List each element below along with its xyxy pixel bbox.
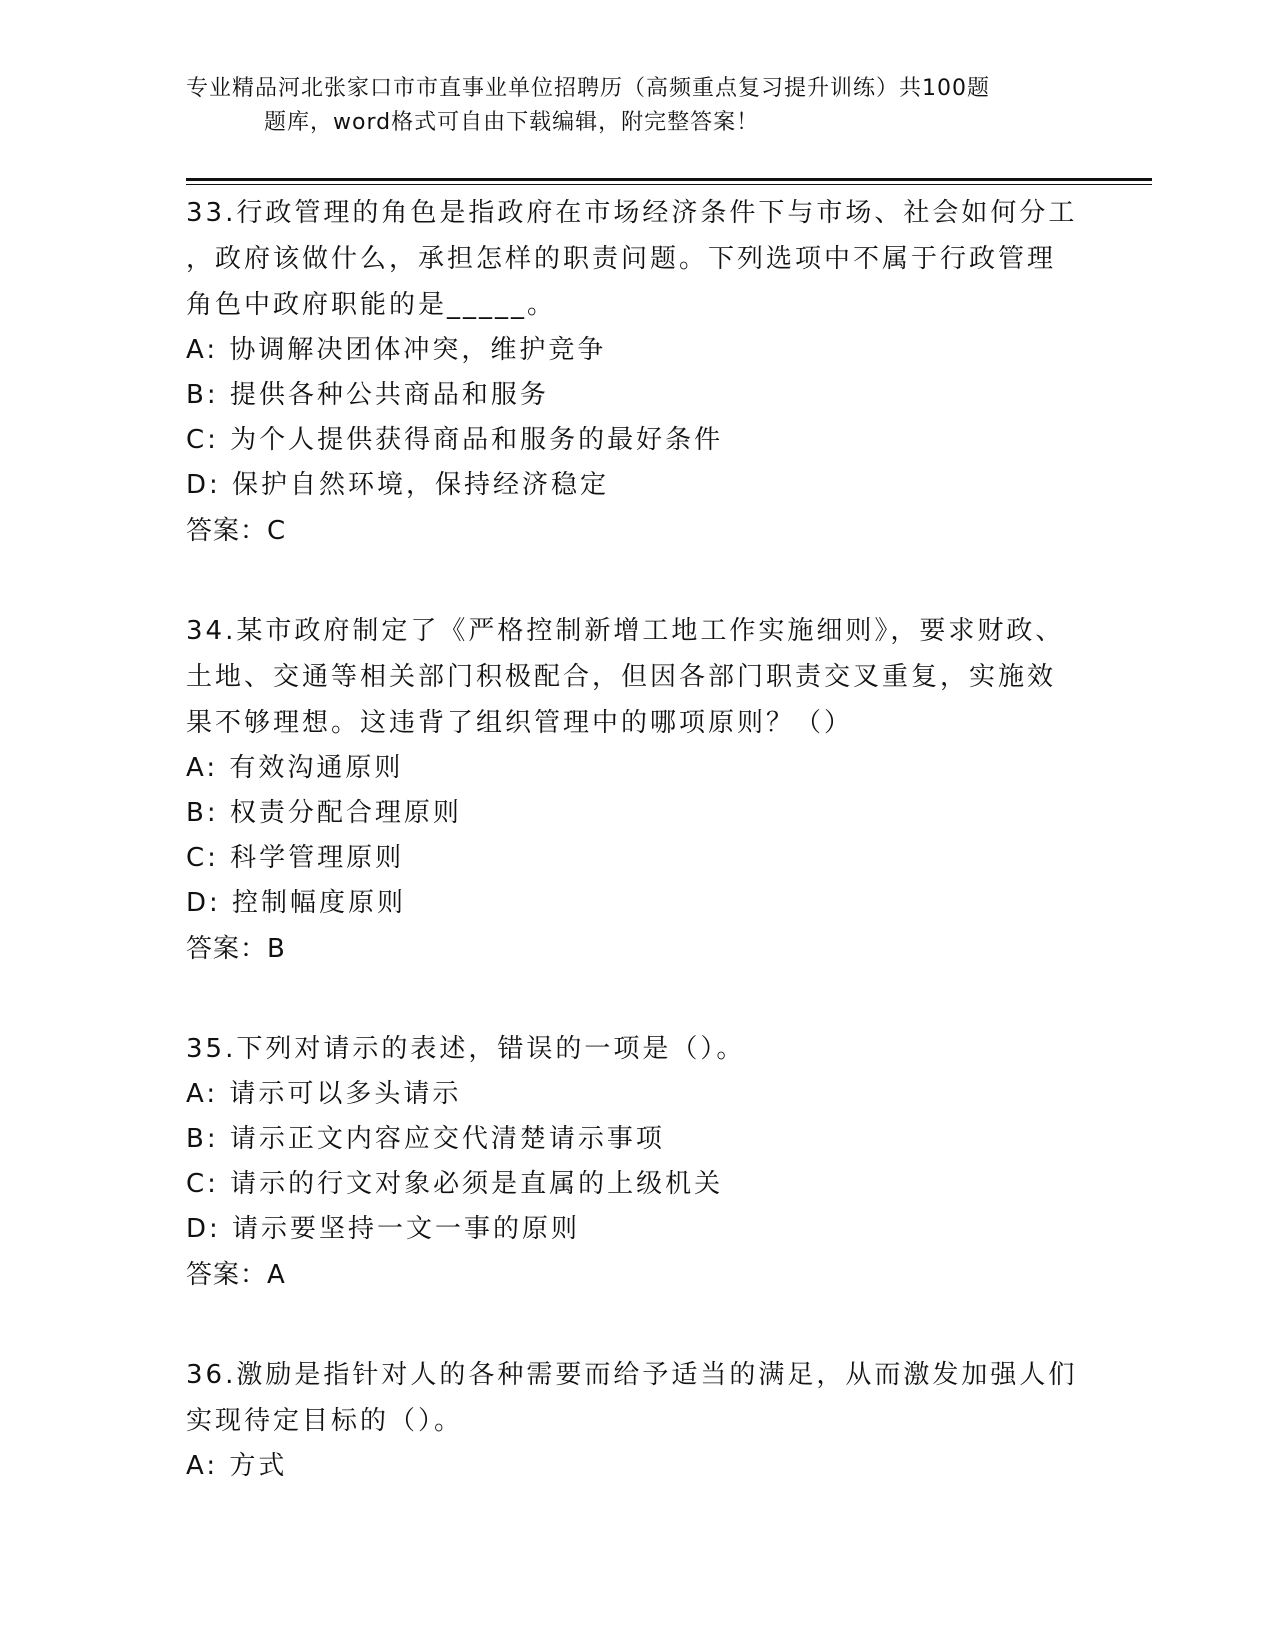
option-c: C: 科学管理原则 — [186, 843, 405, 873]
option-a: A: 方式 — [186, 1451, 288, 1481]
question-stem: 34.某市政府制定了《严格控制新增工地工作实施细则》，要求财政、 — [186, 616, 1065, 646]
document-header — [186, 72, 1066, 140]
question-stem: 36.激励是指针对人的各种需要而给予适当的满足，从而激发加强人们 — [186, 1360, 1078, 1390]
answer-line: 答案：B — [186, 934, 286, 964]
answer-line: 答案：C — [186, 516, 287, 546]
question-stem: 35.下列对请示的表述，错误的一项是（）。 — [186, 1034, 746, 1064]
question-34 — [186, 608, 1086, 972]
option-a: A: 请示可以多头请示 — [186, 1079, 462, 1109]
option-b: B: 请示正文内容应交代清楚请示事项 — [186, 1124, 665, 1154]
header-divider-thick — [186, 178, 1152, 181]
option-b: B: 提供各种公共商品和服务 — [186, 380, 549, 410]
option-d: D: 保护自然环境，保持经济稳定 — [186, 470, 610, 500]
question-35 — [186, 1026, 1086, 1298]
option-a: A: 协调解决团体冲突，维护竞争 — [186, 335, 607, 365]
spacer — [186, 972, 1086, 1026]
option-d: D: 控制幅度原则 — [186, 888, 407, 918]
answer-line: 答案：A — [186, 1260, 286, 1290]
question-stem: 果不够理想。这违背了组织管理中的哪项原则？（） — [186, 708, 854, 738]
header-divider-thin — [186, 184, 1152, 185]
header-title-line-1: 专业精品河北张家口市市直事业单位招聘历（高频重点复习提升训练）共100题 — [186, 76, 990, 101]
option-c: C: 请示的行文对象必须是直属的上级机关 — [186, 1169, 724, 1199]
question-33 — [186, 190, 1086, 554]
question-stem: 33.行政管理的角色是指政府在市场经济条件下与市场、社会如何分工 — [186, 198, 1078, 228]
spacer — [186, 1298, 1086, 1352]
spacer — [186, 554, 1086, 608]
question-stem: 实现待定目标的（）。 — [186, 1406, 464, 1436]
question-list — [186, 190, 1086, 1489]
question-stem: ，政府该做什么，承担怎样的职责问题。下列选项中不属于行政管理 — [186, 244, 1057, 274]
question-stem: 角色中政府职能的是_____。 — [186, 290, 557, 320]
option-b: B: 权责分配合理原则 — [186, 798, 462, 828]
question-36 — [186, 1352, 1086, 1489]
option-a: A: 有效沟通原则 — [186, 753, 404, 783]
question-stem: 土地、交通等相关部门积极配合，但因各部门职责交叉重复，实施效 — [186, 662, 1057, 692]
header-title-line-2: 题库，word格式可自由下载编辑，附完整答案！ — [264, 110, 760, 135]
option-d: D: 请示要坚持一文一事的原则 — [186, 1214, 581, 1244]
option-c: C: 为个人提供获得商品和服务的最好条件 — [186, 425, 724, 455]
